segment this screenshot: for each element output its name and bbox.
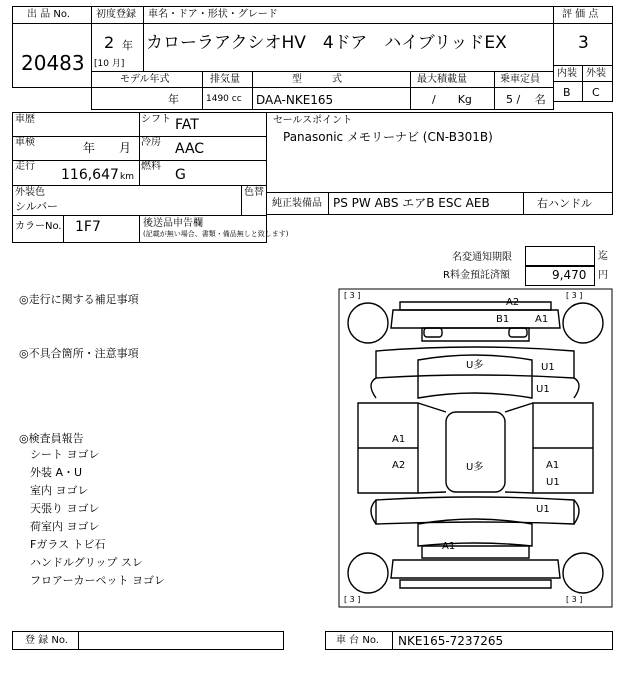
reg-no-label: 登 録 No. — [25, 635, 68, 646]
mileage-label: 走行 — [15, 161, 35, 172]
docs-note: (記載が無い場合、書類・備品無しと致します) — [143, 230, 289, 238]
inspector-title: ◎検査員報告 — [19, 432, 84, 445]
sales-point-value: Panasonic メモリーナビ (CN-B301B) — [283, 130, 493, 144]
specs-box — [91, 71, 554, 110]
mark-left-rear-door: A1 — [392, 434, 406, 445]
model-name: カローラアクシオHV 4ドア ハイブリッドEX — [146, 33, 507, 53]
mark-left-front-door: A2 — [392, 460, 406, 471]
mark-rear-fender-2: U1 — [536, 384, 550, 395]
fuel-value: G — [175, 167, 186, 183]
interior-label: 内装 — [557, 68, 577, 79]
recycle-label: R料金預託済額 — [443, 270, 510, 281]
car-diagram — [338, 288, 613, 608]
mark-rear-bumper: A2 — [506, 297, 520, 308]
mileage-value: 116,647 — [61, 167, 119, 183]
first-reg-year: 2 — [104, 33, 115, 52]
equipment-label: 純正装備品 — [272, 198, 322, 209]
model-year-unit: 年 — [168, 93, 179, 106]
color-no-value: 1F7 — [75, 219, 101, 235]
repaint-label: 色替 — [244, 187, 264, 198]
tire-label-rl: [ 3 ] — [566, 291, 583, 300]
interior-grade: B — [563, 86, 571, 99]
max-load-label: 最大積載量 — [417, 74, 467, 85]
chassis-box — [325, 631, 613, 650]
ext-color-value: シルバー — [15, 200, 58, 213]
inspector-item: Fガラス トビ石 — [30, 538, 106, 551]
eval-label: 評 価 点 — [562, 9, 599, 20]
name-change-box — [525, 246, 595, 266]
shift-value: FAT — [175, 117, 199, 133]
chassis-value: NKE165-7237265 — [398, 634, 504, 648]
tire-label-fr: [ 3 ] — [344, 595, 361, 604]
recycle-unit: 円 — [598, 270, 608, 281]
details-left — [12, 112, 289, 243]
lot-box — [12, 6, 92, 88]
name-change-unit: 迄 — [598, 251, 608, 262]
mark-right-front-fender: U1 — [536, 504, 550, 515]
mark-front-bumper: A1 — [442, 541, 456, 552]
sales-point-box — [266, 112, 613, 193]
inspector-item: 天張り ヨゴレ — [30, 502, 100, 515]
displacement-value: 1490 cc — [206, 94, 242, 104]
inspector-item: ハンドルグリップ スレ — [30, 556, 143, 569]
year-unit: 年 — [122, 39, 133, 52]
shift-label: シフト — [141, 114, 171, 125]
model-box — [91, 6, 554, 72]
docs-label: 後送品申告欄 — [143, 218, 203, 229]
exterior-grade: C — [592, 86, 600, 99]
lot-label: 出 品 No. — [27, 9, 70, 20]
eval-box — [553, 6, 613, 102]
max-load-value: / Kg — [432, 93, 472, 106]
mark-right-rear-door: A1 — [546, 460, 560, 471]
steering-value: 右ハンドル — [537, 197, 592, 210]
capacity-value: 5 / 名 — [506, 93, 546, 106]
mark-right-front-door: U1 — [546, 477, 560, 488]
mark-rear-fender-1: U1 — [541, 362, 555, 373]
type-label: 型 式 — [292, 74, 342, 85]
sales-point-label: セールスポイント — [273, 115, 353, 126]
name-change-label: 名変通知期限 — [452, 252, 512, 263]
ac-label: 冷房 — [141, 137, 161, 148]
type-value: DAA-NKE165 — [256, 93, 334, 107]
inspector-item: フロアーカーペット ヨゴレ — [30, 574, 165, 587]
chassis-label: 車 台 No. — [336, 635, 379, 646]
mileage-unit: km — [120, 172, 134, 182]
defects-title: ◎不具合箇所・注意事項 — [19, 347, 139, 360]
lot-number: 20483 — [21, 51, 85, 75]
first-reg-label: 初度登録 — [96, 9, 136, 20]
mark-roof: U多 — [466, 462, 484, 473]
fuel-label: 燃料 — [141, 161, 161, 172]
reg-no-box — [12, 631, 284, 650]
first-reg-month: [10 月] — [94, 59, 125, 69]
equipment-value: PS PW ABS エアB ESC AEB — [333, 196, 490, 210]
inspector-list — [30, 446, 165, 590]
displacement-label: 排気量 — [210, 74, 240, 85]
mark-rear-glass: U多 — [466, 360, 484, 371]
inspector-item: 外装 A・U — [30, 466, 83, 479]
exterior-label: 外装 — [586, 68, 606, 79]
tire-label-fl: [ 3 ] — [566, 595, 583, 604]
eval-score: 3 — [578, 33, 589, 53]
model-label: 車名・ドア・形状・グレード — [148, 9, 278, 20]
mark-trunk-a1: A1 — [535, 314, 549, 325]
ext-color-label: 外装色 — [15, 187, 45, 198]
model-year-label: モデル年式 — [120, 74, 170, 85]
tire-label-rr: [ 3 ] — [344, 291, 361, 300]
inspector-item: シート ヨゴレ — [30, 448, 100, 461]
recycle-value: 9,470 — [552, 268, 587, 282]
ac-value: AAC — [175, 141, 205, 157]
supplement-title: ◎走行に関する補足事項 — [19, 293, 139, 306]
inspection-label: 車検 — [15, 137, 35, 148]
inspector-item: 荷室内 ヨゴレ — [30, 520, 100, 533]
color-no-label: カラーNo. — [15, 221, 62, 232]
history-label: 車歴 — [15, 114, 35, 125]
inspector-item: 室内 ヨゴレ — [30, 484, 89, 497]
mark-trunk-b1: B1 — [496, 314, 510, 325]
capacity-label: 乗車定員 — [500, 74, 540, 85]
inspection-value: 年 月 — [83, 141, 132, 155]
equipment-box — [266, 192, 613, 215]
